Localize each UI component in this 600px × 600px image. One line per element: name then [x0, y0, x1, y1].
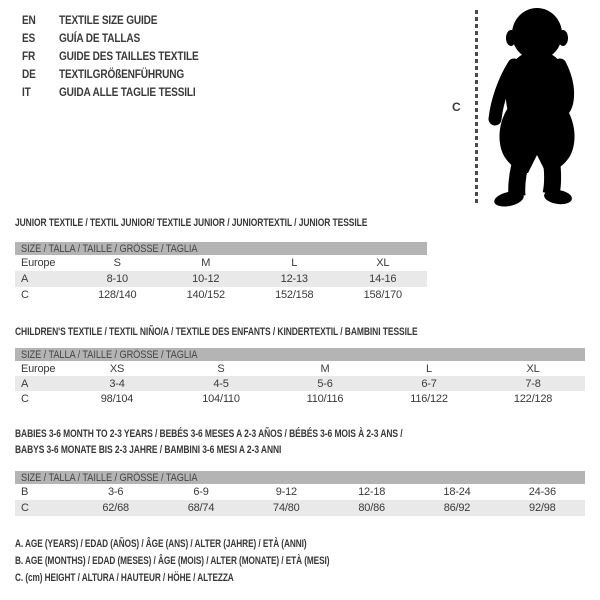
- language-code: IT: [22, 85, 31, 99]
- children-size-table: [15, 348, 585, 406]
- cell: 140/152: [186, 289, 225, 301]
- cell: 8-10: [106, 273, 128, 285]
- language-code: ES: [22, 31, 36, 45]
- size-header-bar: [15, 242, 427, 255]
- row-label: Europe: [21, 362, 56, 375]
- table-row: [15, 500, 585, 516]
- language-title: GUÍA DE TALLAS: [58, 31, 141, 45]
- language-title: GUIDE DES TAILLES TEXTILE: [58, 49, 199, 63]
- cell: 4-5: [213, 377, 229, 390]
- junior-size-table: [15, 242, 427, 303]
- cell: L: [426, 362, 432, 375]
- title-line: CHILDREN'S TEXTILE / TEXTIL NIÑO/A / TEXTILE DES ENFANTS / KINDERTEXTIL / BAMBINI TESSILE: [15, 326, 418, 338]
- language-code: DE: [22, 67, 36, 81]
- size-header-label: SIZE / TALLA / TAILLE / GRÖSSE / TAGLIA: [21, 348, 198, 361]
- size-header-bar: [15, 348, 585, 361]
- cell: 3-4: [109, 377, 125, 390]
- language-title: GUIDA ALLE TAGLIE TESSILI: [58, 85, 196, 99]
- row-label: B: [21, 486, 29, 498]
- row-label: C: [21, 392, 29, 405]
- cell: 5-6: [317, 377, 333, 390]
- cell: 110/116: [306, 392, 344, 405]
- cell: 7-8: [525, 377, 541, 390]
- table-row: [15, 376, 585, 391]
- cell: 98/104: [100, 392, 134, 405]
- cell: 18-24: [443, 486, 471, 498]
- note-height-cm: C. (cm) HEIGHT / ALTURA / HAUTEUR / HÖHE / ALTEZZA: [15, 572, 234, 584]
- language-row-en: [22, 11, 199, 29]
- junior-table-title: [15, 215, 473, 231]
- cell: 6-9: [193, 486, 209, 498]
- cell: XL: [526, 362, 540, 375]
- row-label: A: [21, 273, 29, 285]
- cell: 122/128: [513, 392, 553, 405]
- table-row: [15, 287, 427, 303]
- table-row: [15, 255, 427, 271]
- cell: 158/170: [363, 289, 402, 301]
- cell: 24-36: [528, 486, 556, 498]
- cell: 12-13: [280, 273, 308, 285]
- cell: 68/74: [187, 502, 215, 514]
- table-row: [15, 484, 585, 500]
- language-row-fr: [22, 47, 199, 65]
- language-code: EN: [22, 13, 36, 27]
- note-age-years: A. AGE (YEARS) / EDAD (AÑOS) / ÂGE (ANS) / ALTER (JAHRE) / ETÀ (ANNI): [15, 538, 307, 550]
- cell: 12-18: [358, 486, 386, 498]
- language-row-es: [22, 29, 199, 47]
- cell: 104/110: [202, 392, 240, 405]
- height-measure-label: C: [452, 100, 461, 114]
- cell: M: [320, 362, 330, 375]
- cell: 116/122: [410, 392, 448, 405]
- cell: 9-12: [275, 486, 297, 498]
- cell: 86/92: [443, 502, 471, 514]
- children-table-title: [15, 324, 538, 340]
- table-row: [15, 361, 585, 376]
- size-header-label: SIZE / TALLA / TAILLE / GRÖSSE / TAGLIA: [21, 471, 198, 484]
- language-row-it: [22, 83, 199, 101]
- cell: 62/68: [102, 502, 129, 514]
- cell: 14-16: [369, 273, 397, 285]
- cell: L: [291, 257, 298, 269]
- language-list: [22, 11, 232, 101]
- language-row-de: [22, 65, 199, 83]
- title-line: JUNIOR TEXTILE / TEXTIL JUNIOR/ TEXTILE JUNIOR / JUNIORTEXTIL / JUNIOR TESSILE: [15, 217, 368, 229]
- row-label: C: [21, 502, 29, 514]
- cell: XL: [376, 257, 390, 269]
- language-code: FR: [22, 49, 36, 63]
- cell: 10-12: [192, 273, 220, 285]
- toddler-silhouette-icon: [483, 7, 595, 210]
- cell: M: [201, 257, 211, 269]
- cell: 3-6: [108, 486, 124, 498]
- language-title: TEXTILE SIZE GUIDE: [58, 13, 158, 27]
- babies-table-title: [15, 426, 518, 458]
- table-row: [15, 271, 427, 287]
- cell: S: [217, 362, 225, 375]
- size-header-bar: [15, 471, 585, 484]
- cell: 128/140: [98, 289, 137, 301]
- babies-size-table: [15, 471, 585, 516]
- row-label: C: [21, 289, 29, 301]
- legend-notes: [15, 536, 434, 587]
- cell: 92/98: [529, 502, 556, 514]
- row-label: A: [21, 377, 29, 390]
- cell: 74/80: [273, 502, 300, 514]
- cell: 6-7: [421, 377, 437, 390]
- height-measure-dashed-line: [475, 10, 478, 206]
- title-line: BABYS 3-6 MONATE BIS 2-3 JAHRE / BAMBINI 3-6 MESI A 2-3 ANNI: [15, 444, 282, 456]
- table-row: [15, 391, 585, 406]
- cell: 152/158: [275, 289, 314, 301]
- row-label: Europe: [21, 257, 56, 269]
- cell: 80/86: [358, 502, 385, 514]
- language-title: TEXTILGRÖßENFÜHRUNG: [58, 67, 185, 81]
- title-line: BABIES 3-6 MONTH TO 2-3 YEARS / BEBÉS 3-6 MESES A 2-3 AÑOS / BÉBÉS 3-6 MOIS À 2-3 ANS /: [15, 428, 403, 440]
- note-age-months: B. AGE (MONTHS) / EDAD (MESES) / ÂGE (MOIS) / ALTER (MONATE) / ETÀ (MESI): [15, 555, 330, 567]
- cell: S: [113, 257, 121, 269]
- size-header-label: SIZE / TALLA / TAILLE / GRÖSSE / TAGLIA: [21, 242, 198, 255]
- cell: XS: [109, 362, 125, 375]
